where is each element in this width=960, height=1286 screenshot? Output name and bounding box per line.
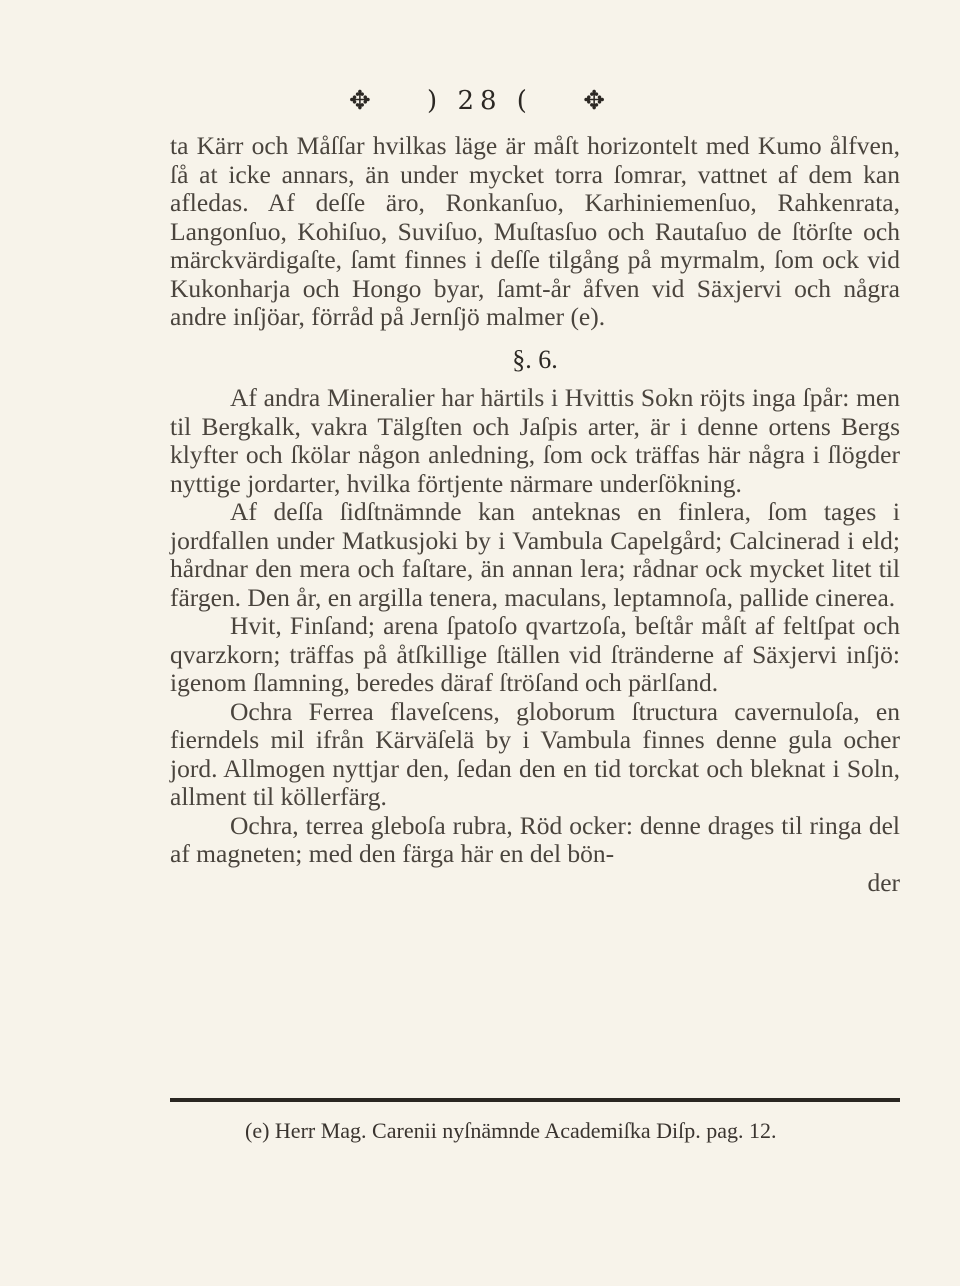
- body-text: [170, 132, 900, 897]
- paragraph-5: Ochra Ferrea flaveſcens, globorum ſtructura cavernuloſa, en fierndels mil ifrån Kärväſelä by i Vambula finnes denne gula ocher jord. Allmogen nyttjar den, ſedan den en tid torckat och bleknat i Soln, allment til köllerfärg.: [170, 696, 900, 811]
- paragraph-3: Af deſſa ſidſtnämnde kan anteknas en finlera, ſom tages i jordfallen under Matkusjoki by i Vambula Capelgård; Calcinerad i eld; hårdnar den mera och faſtare, än annan lera; rådnar ock mycket litet til färgen. Den år, en argilla tenera, maculans, leptamnoſa, pallide cinerea.: [170, 497, 900, 612]
- page-header: [0, 86, 960, 116]
- page-number: ) 28 (: [427, 86, 533, 116]
- ornament-right-icon: ✥: [583, 86, 612, 116]
- footnote: (e) Herr Mag. Carenii nyſnämnde Academiſka Diſp. pag. 12.: [245, 1118, 777, 1143]
- ornament-left-icon: ✥: [348, 86, 377, 116]
- catchword: der: [867, 867, 900, 897]
- section-heading: §. 6.: [512, 344, 558, 374]
- paragraph-2: Af andra Mineralier har härtils i Hvittis Sokn röjts inga ſpår: men til Bergkalk, vakra Tälgſten och Jaſpis arter, är i denne ortens Bergs klyfter och ſkölar någon anledning, ſom ock träffas här några i ſlögder nyttige jordarter, hvilka förtjente närmare underſökning.: [170, 383, 900, 498]
- paragraph-1: ta Kärr och Måſſar hvilkas läge är måſt horizontelt med Kumo ålfven, ſå at icke annars, än under mycket torra ſomrar, vattnet af dem kan afledas. Af deſſe äro, Ronkanſuo, Karhiniemenſuo, Rahkenrata, Langonſuo, Kohiſuo, Suviſuo, Muſtasſuo och Rautaſuo de ſtörſte och märckvärdigaſte, ſamt finnes i deſſe tilgång på myrmalm, ſom ock vid Kukonharja och Hongo byar, ſamt-år åfven vid Säxjervi och några andre inſjöar, förråd på Jernſjö malmer (e).: [170, 131, 900, 331]
- paragraph-6: Ochra, terrea gleboſa rubra, Röd ocker: denne drages til ringa del af magneten; med den färga här en del bön-: [170, 810, 900, 868]
- paragraph-4: Hvit, Finſand; arena ſpatoſo qvartzoſa, beſtår måſt af feltſpat och qvarzkorn; träffas på åtſkillige ſtällen vid ſtränderne af Säxjervi inſjö: igenom ſlamning, beredes däraf ſtröſand och pärlſand.: [170, 611, 900, 697]
- footnote-rule: [170, 1098, 900, 1102]
